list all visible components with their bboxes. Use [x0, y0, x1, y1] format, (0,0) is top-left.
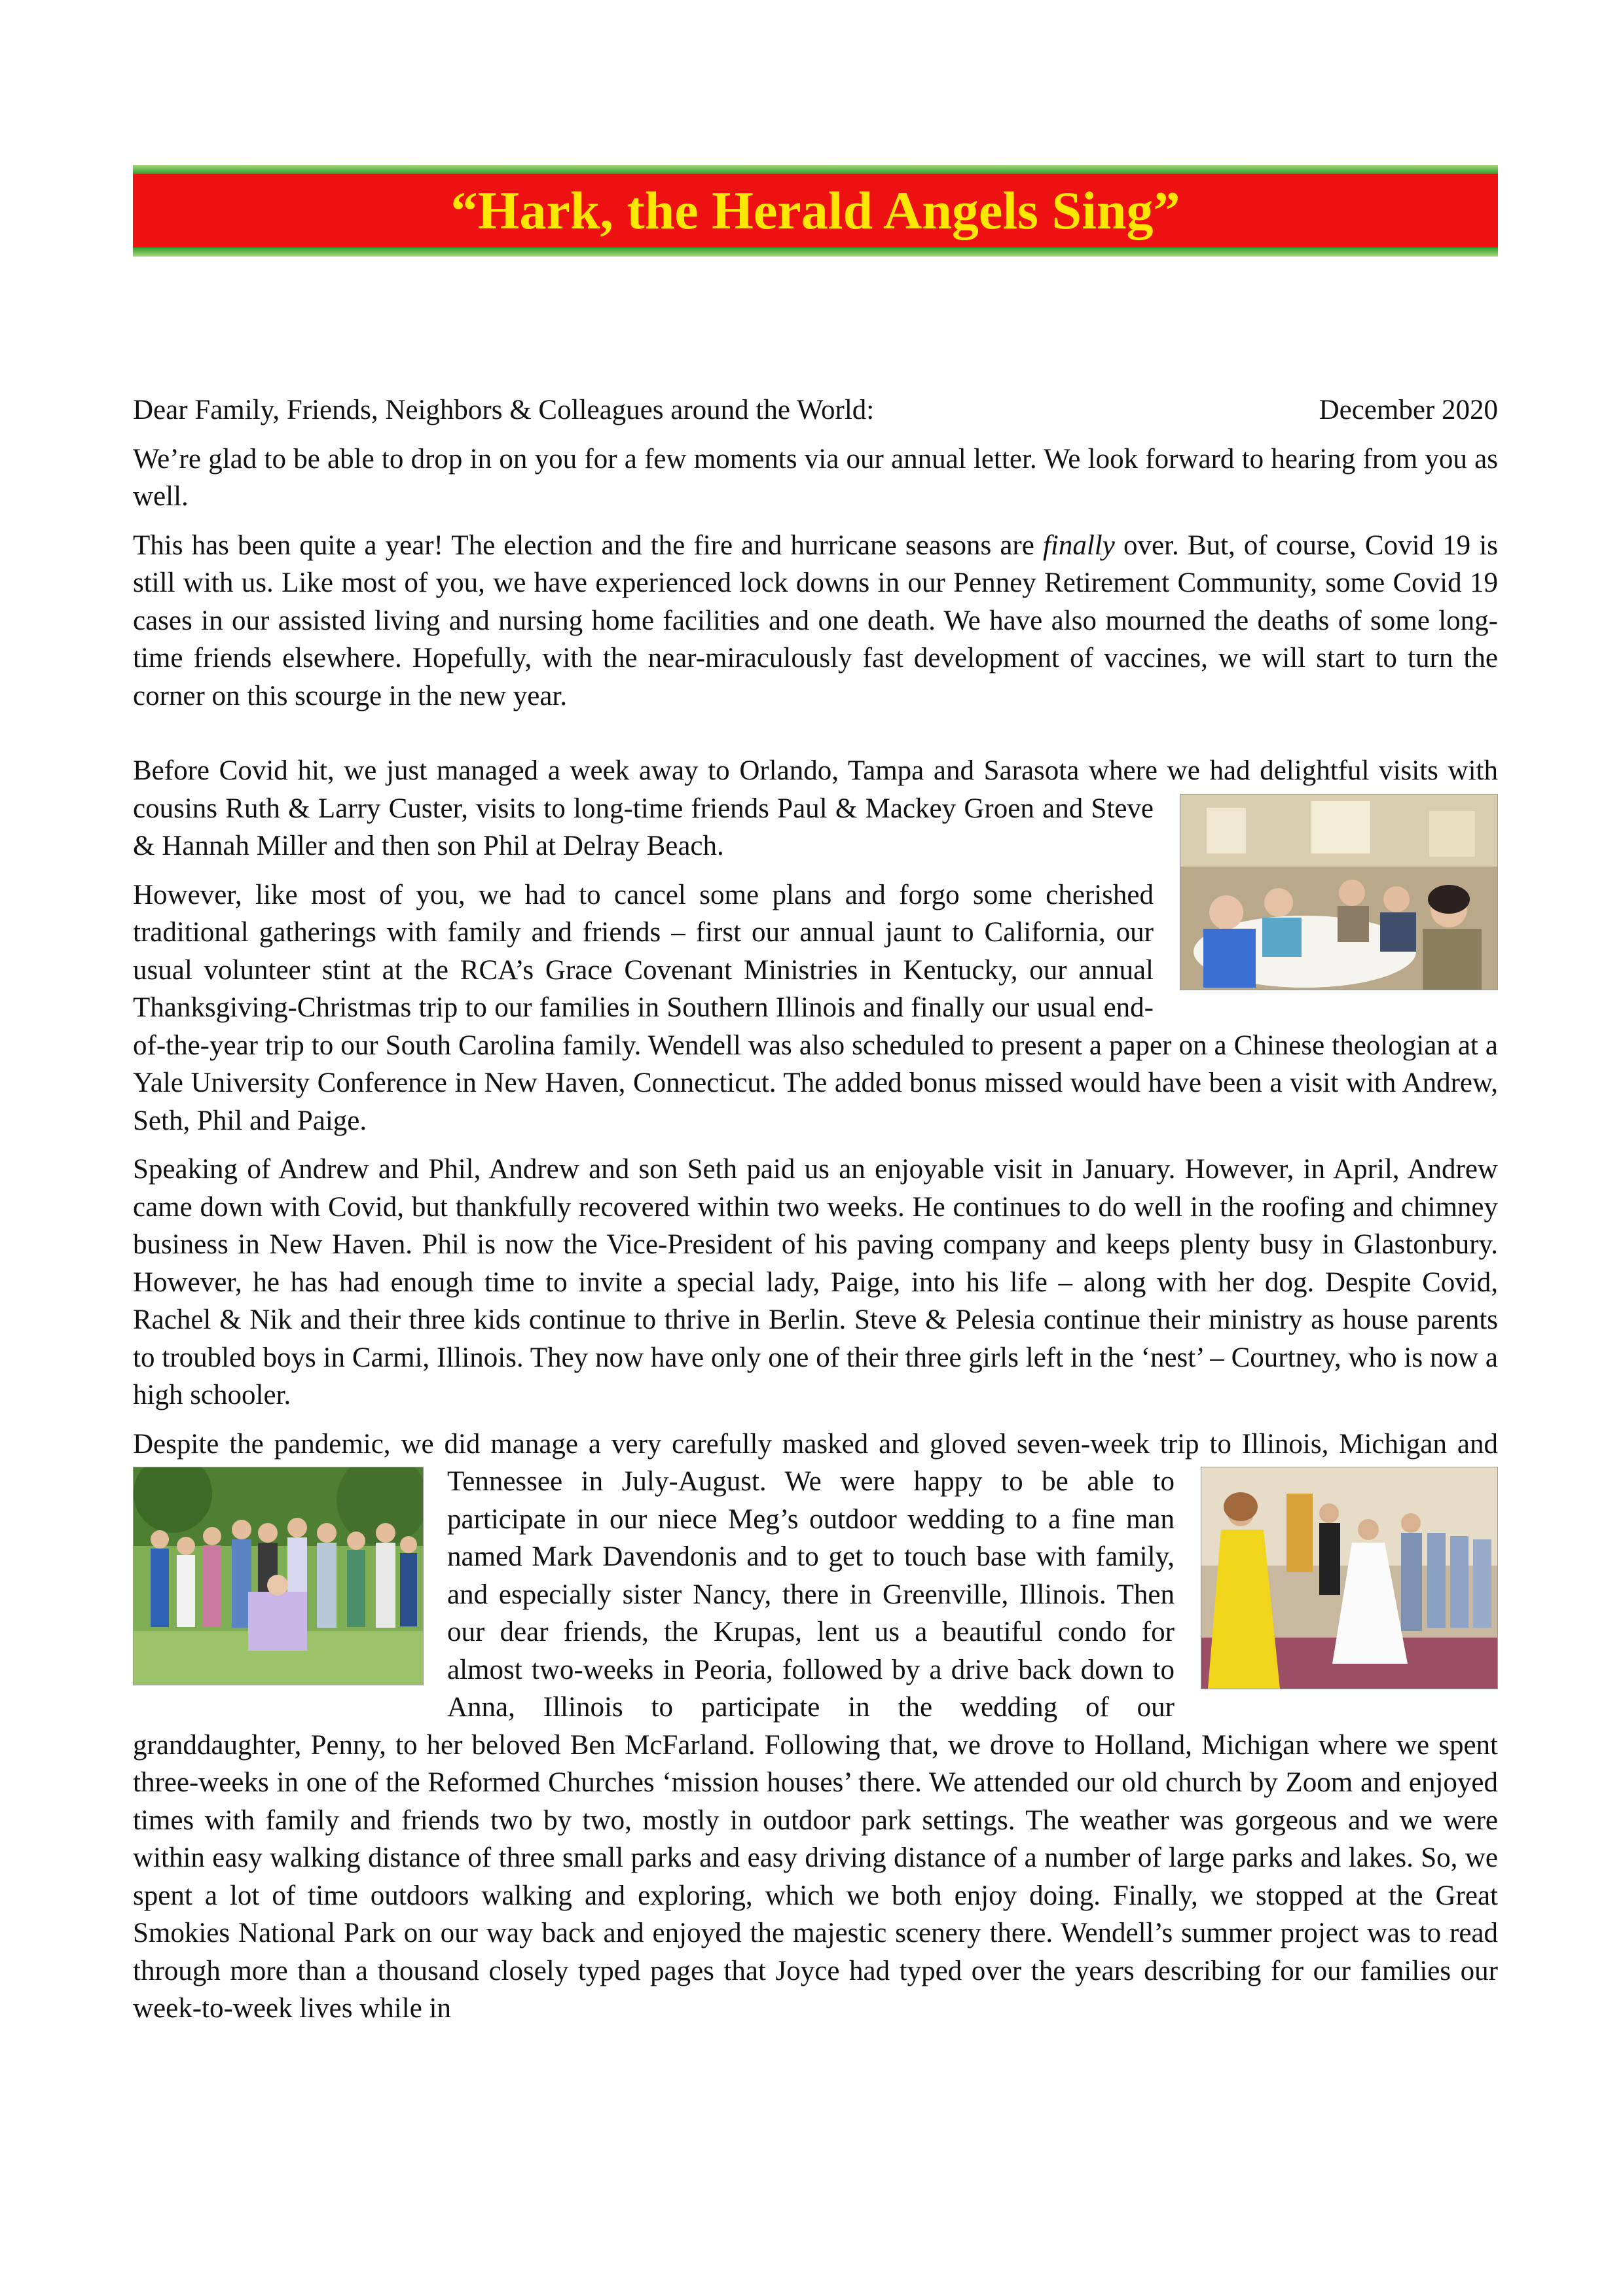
paragraph-trip: Despite the pandemic, we did manage a very carefully masked and gloved seven-week trip to Illinois, Michigan and Tennessee in July-August. We were happy to be able to participate in our niece Meg’s outdoor wedding to a fine man named Mark Davendonis and to get to touch base with family, and especially sister Nancy, there in Greenville, Illinois. Then our dear friends, the Krupas, lent us a beautiful condo for almost two-weeks in Peoria, followed by a drive back down to Anna, Illinois to participate in the wedding of our granddaughter, Penny, to her beloved Ben McFarland. Following that, we drove to Holland, Michigan where we spent three-weeks in one of the Reformed Churches ‘mission houses’ there. We attended our old church by Zoom and enjoyed times with family and friends two by two, mostly in outdoor park settings. The weather was gorgeous and we were within easy walking distance of three small parks and easy driving distance of a number of large parks and lakes. So, we spent a lot of time outdoors walking and exploring, which we both enjoy doing. Finally, we stopped at the Great Smokies National Park on our way back and enjoyed the majestic scenery there. Wendell’s summer project was to read through more than a thousand closely typed pages that Joyce had typed over the years describing for our families our week-to-week lives while in [133, 1428, 1498, 2024]
letter-body [133, 391, 1498, 2039]
paragraph-cancelled: However, like most of you, we had to cancel some plans and forgo some cherished traditional gatherings with family and friends – first our annual jaunt to California, our usual volunteer stint at the RCA’s Grace Covenant Ministries in Kentucky, our annual Thanksgiving-Christmas trip to our families in Southern Illinois and finally our usual end-of-the-year trip to our South Carolina family. Wendell was also scheduled to present a paper on a Chinese theologian at a Yale University Conference in New Haven, Connecticut. The added bonus missed would have been a visit with Andrew, Seth, Phil and Paige. [133, 879, 1498, 1136]
title-banner [133, 165, 1498, 257]
paragraph-florida: Before Covid hit, we just managed a week away to Orlando, Tampa and Sarasota where we had delightful visits with cousins Ruth & Larry Custer, visits to long-time friends Paul & Mackey Groen and Steve & Hannah Miller and then son Phil at Delray Beach. [133, 752, 1498, 865]
salutation: Dear Family, Friends, Neighbors & Colleagues around the World: [133, 395, 875, 425]
banner-bottom-stripe [133, 247, 1498, 257]
dinner-photo [1180, 794, 1498, 990]
family-photo [133, 1467, 424, 1685]
paragraph-year: This has been quite a year! The election and the fire and hurricane seasons are finally over. But, of course, Covid 19 is still with us. Like most of you, we have experienced lock downs in our Penney Retirement Community, some Covid 19 cases in our assisted living and nursing home facilities and one death. We have also mourned the deaths of some long-time friends elsewhere. Hopefully, with the near-miraculously fast development of vaccines, we will start to turn the corner on this scourge in the new year. [133, 529, 1498, 711]
banner-red-band [133, 174, 1498, 247]
banner-top-stripe [133, 165, 1498, 174]
emphasis-finally: finally [1042, 529, 1115, 561]
banner-title: “Hark, the Herald Angels Sing” [450, 181, 1180, 240]
wedding-photo [1201, 1467, 1498, 1689]
paragraph-family: Speaking of Andrew and Phil, Andrew and son Seth paid us an enjoyable visit in January. However, in April, Andrew came down with Covid, but thankfully recovered within two weeks. He continues to do well in the roofing and chimney business in New Haven. Phil is now the Vice-President of his paving company and keeps plenty busy in Glastonbury. However, he has had enough time to invite a special lady, Paige, into his life – along with her dog. Despite Covid, Rachel & Nik and their three kids continue to thrive in Berlin. Steve & Pelesia continue their ministry as house parents to troubled boys in Carmi, Illinois. They now have only one of their three girls left in the ‘nest’ – Courtney, who is now a high schooler. [133, 1154, 1498, 1410]
salutation-line [133, 391, 1498, 429]
letter-date: December 2020 [1319, 395, 1498, 425]
paragraph-intro: We’re glad to be able to drop in on you for a few moments via our annual letter. We look forward to hearing from you as well. [133, 443, 1498, 512]
